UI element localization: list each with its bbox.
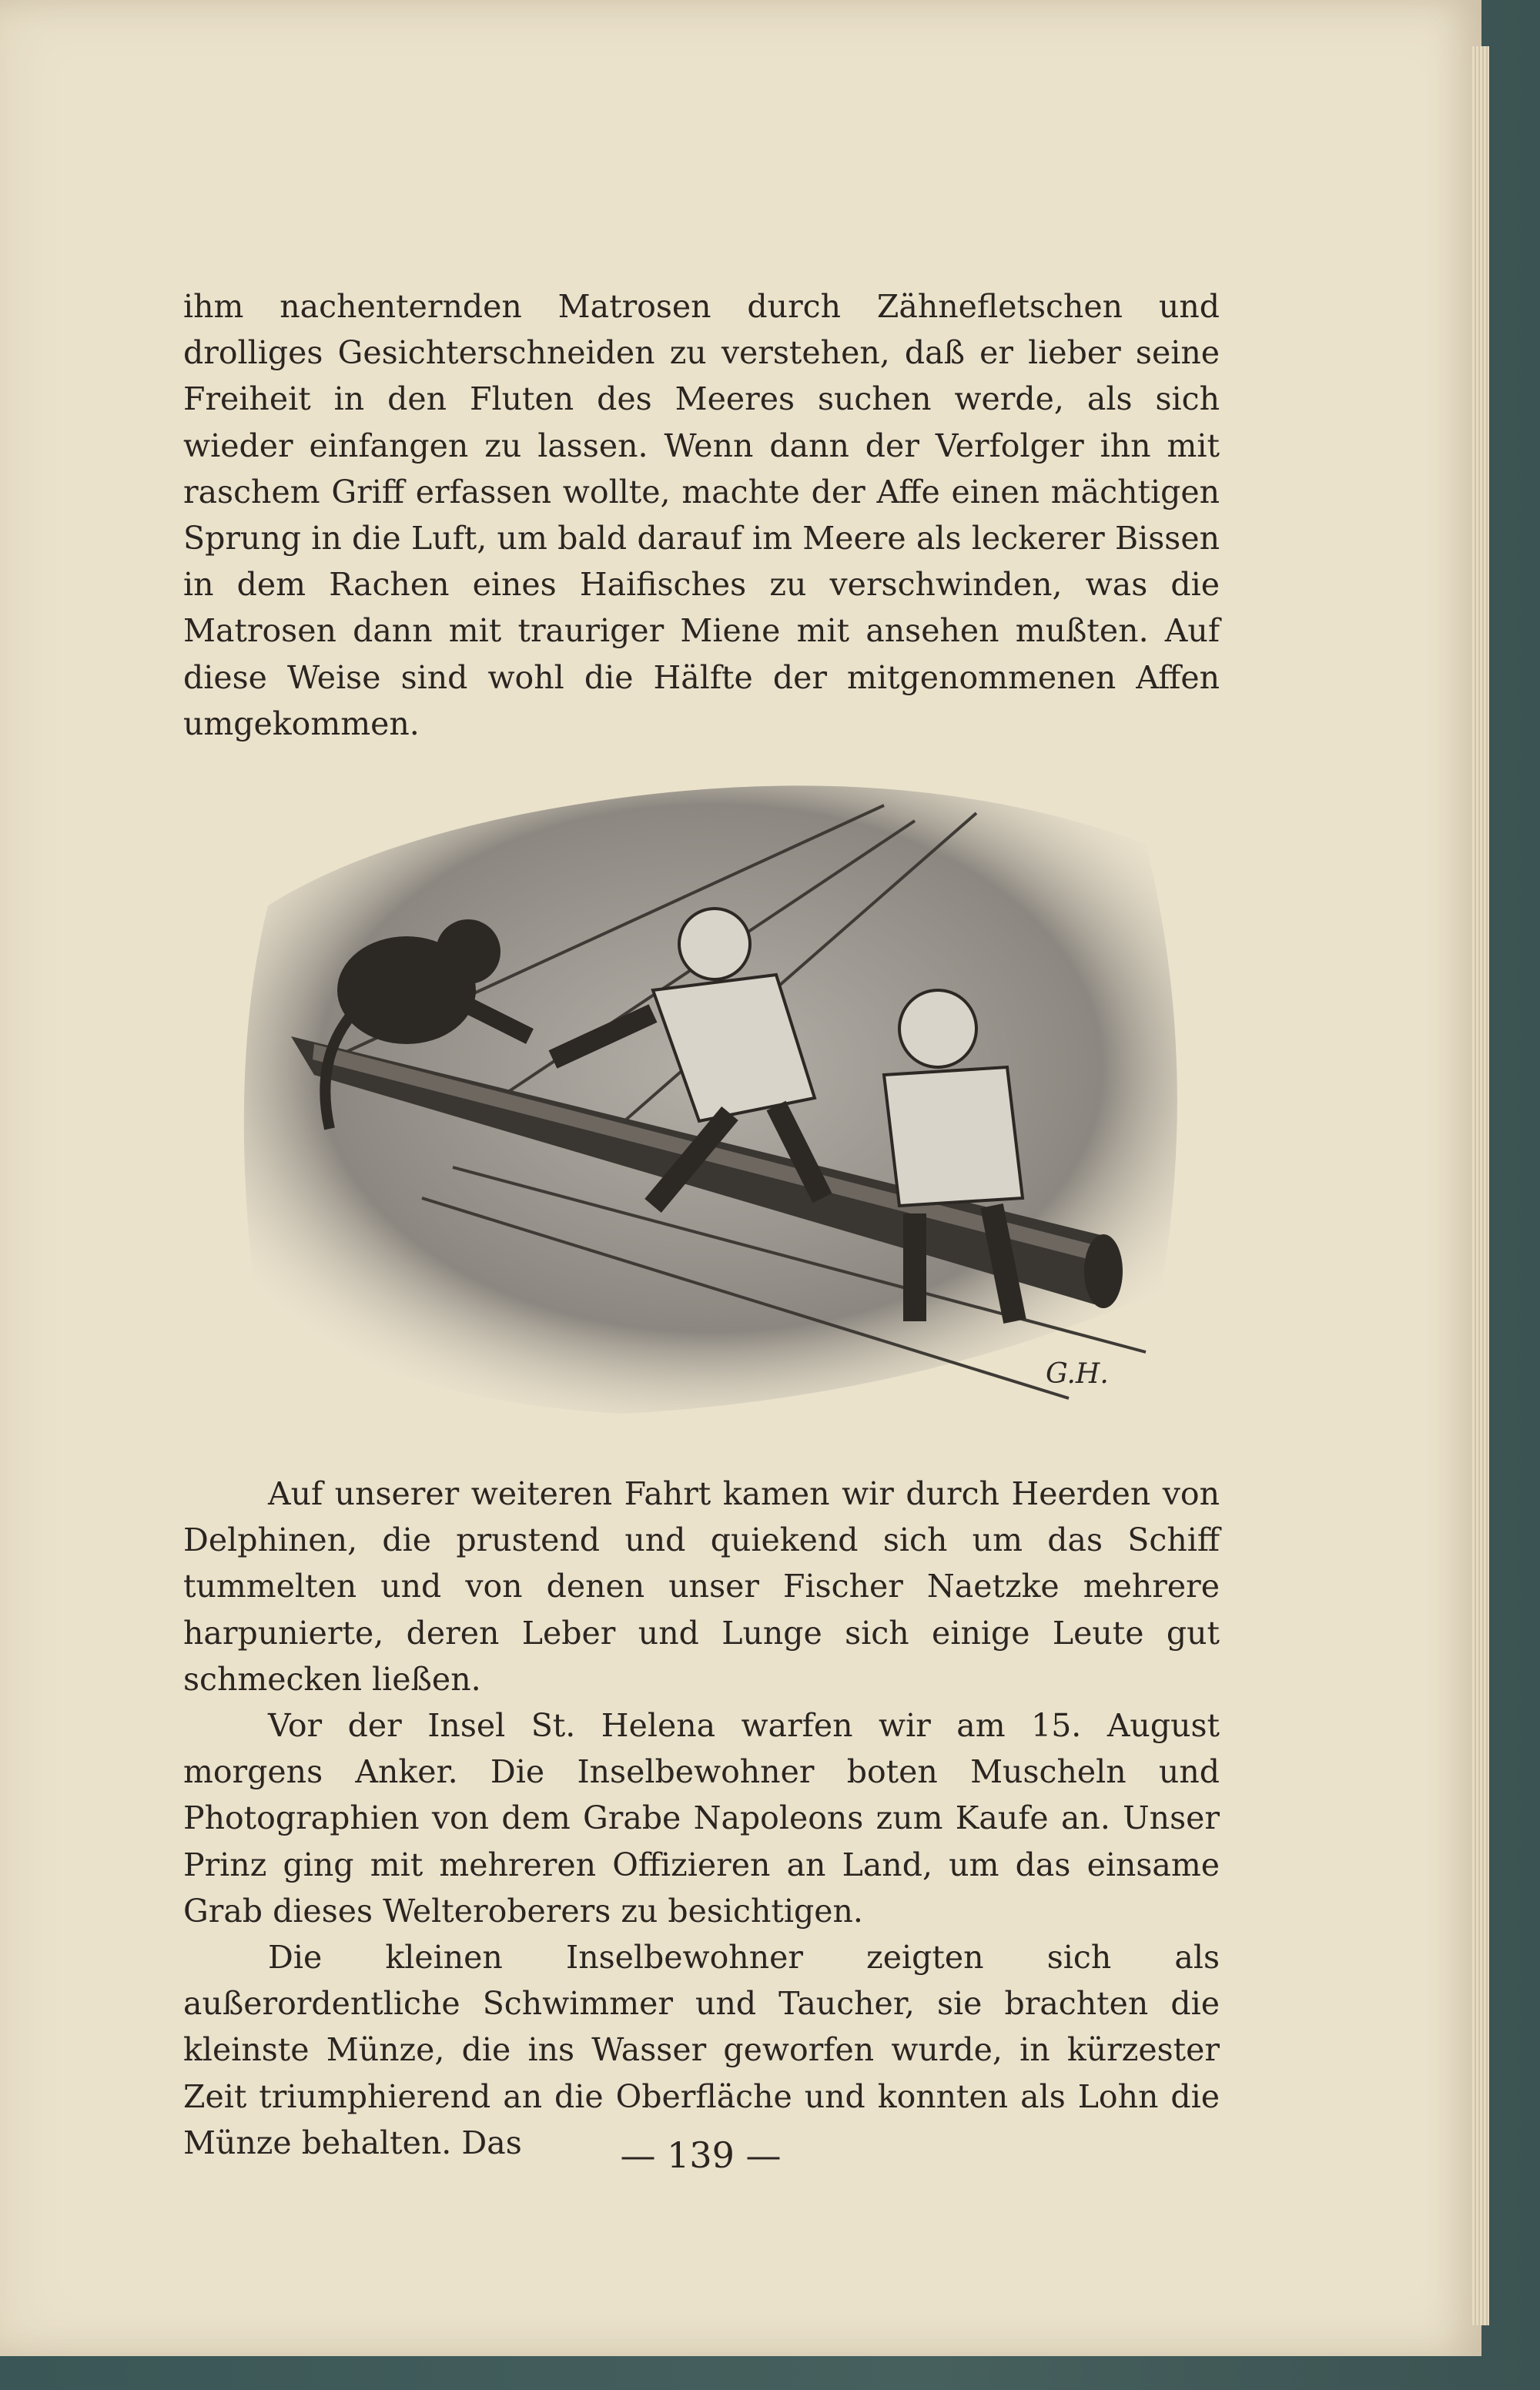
paragraph: Die kleinen Inselbewohner zeigten sich als außerordentliche Schwimmer und Taucher, sie brachten die kleinste Münze, die ins Wasser geworfen wurde, in kürzester Zeit triumphierend an die Oberfläche und konnten als Lohn die Münze behalten. Das	[183, 1939, 1220, 2161]
page-number: — 139 —	[620, 2134, 782, 2176]
illustration-monkey-on-yardarm	[222, 736, 1223, 1444]
paragraph: ihm nachenternden Matrosen durch Zähnefletschen und drolliges Gesichterschneiden zu verstehen, daß er lieber seine Freiheit in den Fluten des Meeres suchen werde, als sich wieder einfangen zu lassen. Wenn dann der Verfolger ihn mit raschem Griff erfassen wollte, machte der Affe einen mächtigen Sprung in die Luft, um bald darauf im Meere als leckerer Bissen in dem Rachen eines Haifisches zu verschwinden, was die Matrosen dann mit trauriger Miene mit ansehen mußten. Auf diese Weise sind wohl die Hälfte der mitgenommenen Affen umgekommen.	[183, 288, 1220, 742]
text-block-bottom	[183, 1471, 1220, 2166]
paragraph: Vor der Insel St. Helena warfen wir am 15. August morgens Anker. Die Inselbewohner boten Muscheln und Photographien von dem Grabe Napoleons zum Kaufe an. Unser Prinz ging mit mehreren Offizieren an Land, um das einsame Grab dieses Welteroberers zu besichtigen.	[183, 1707, 1220, 1930]
text-block-top	[183, 283, 1220, 747]
paragraph: Auf unserer weiteren Fahrt kamen wir durch Heerden von Delphinen, die prustend und quiekend sich um das Schiff tummelten und von denen unser Fischer Naetzke mehrere harpunierte, deren Leber und Lunge sich einige Leute gut schmecken ließen.	[183, 1475, 1220, 1698]
illustration-signature: G.H.	[1046, 1358, 1109, 1390]
page-stack-edge	[1472, 46, 1489, 2325]
